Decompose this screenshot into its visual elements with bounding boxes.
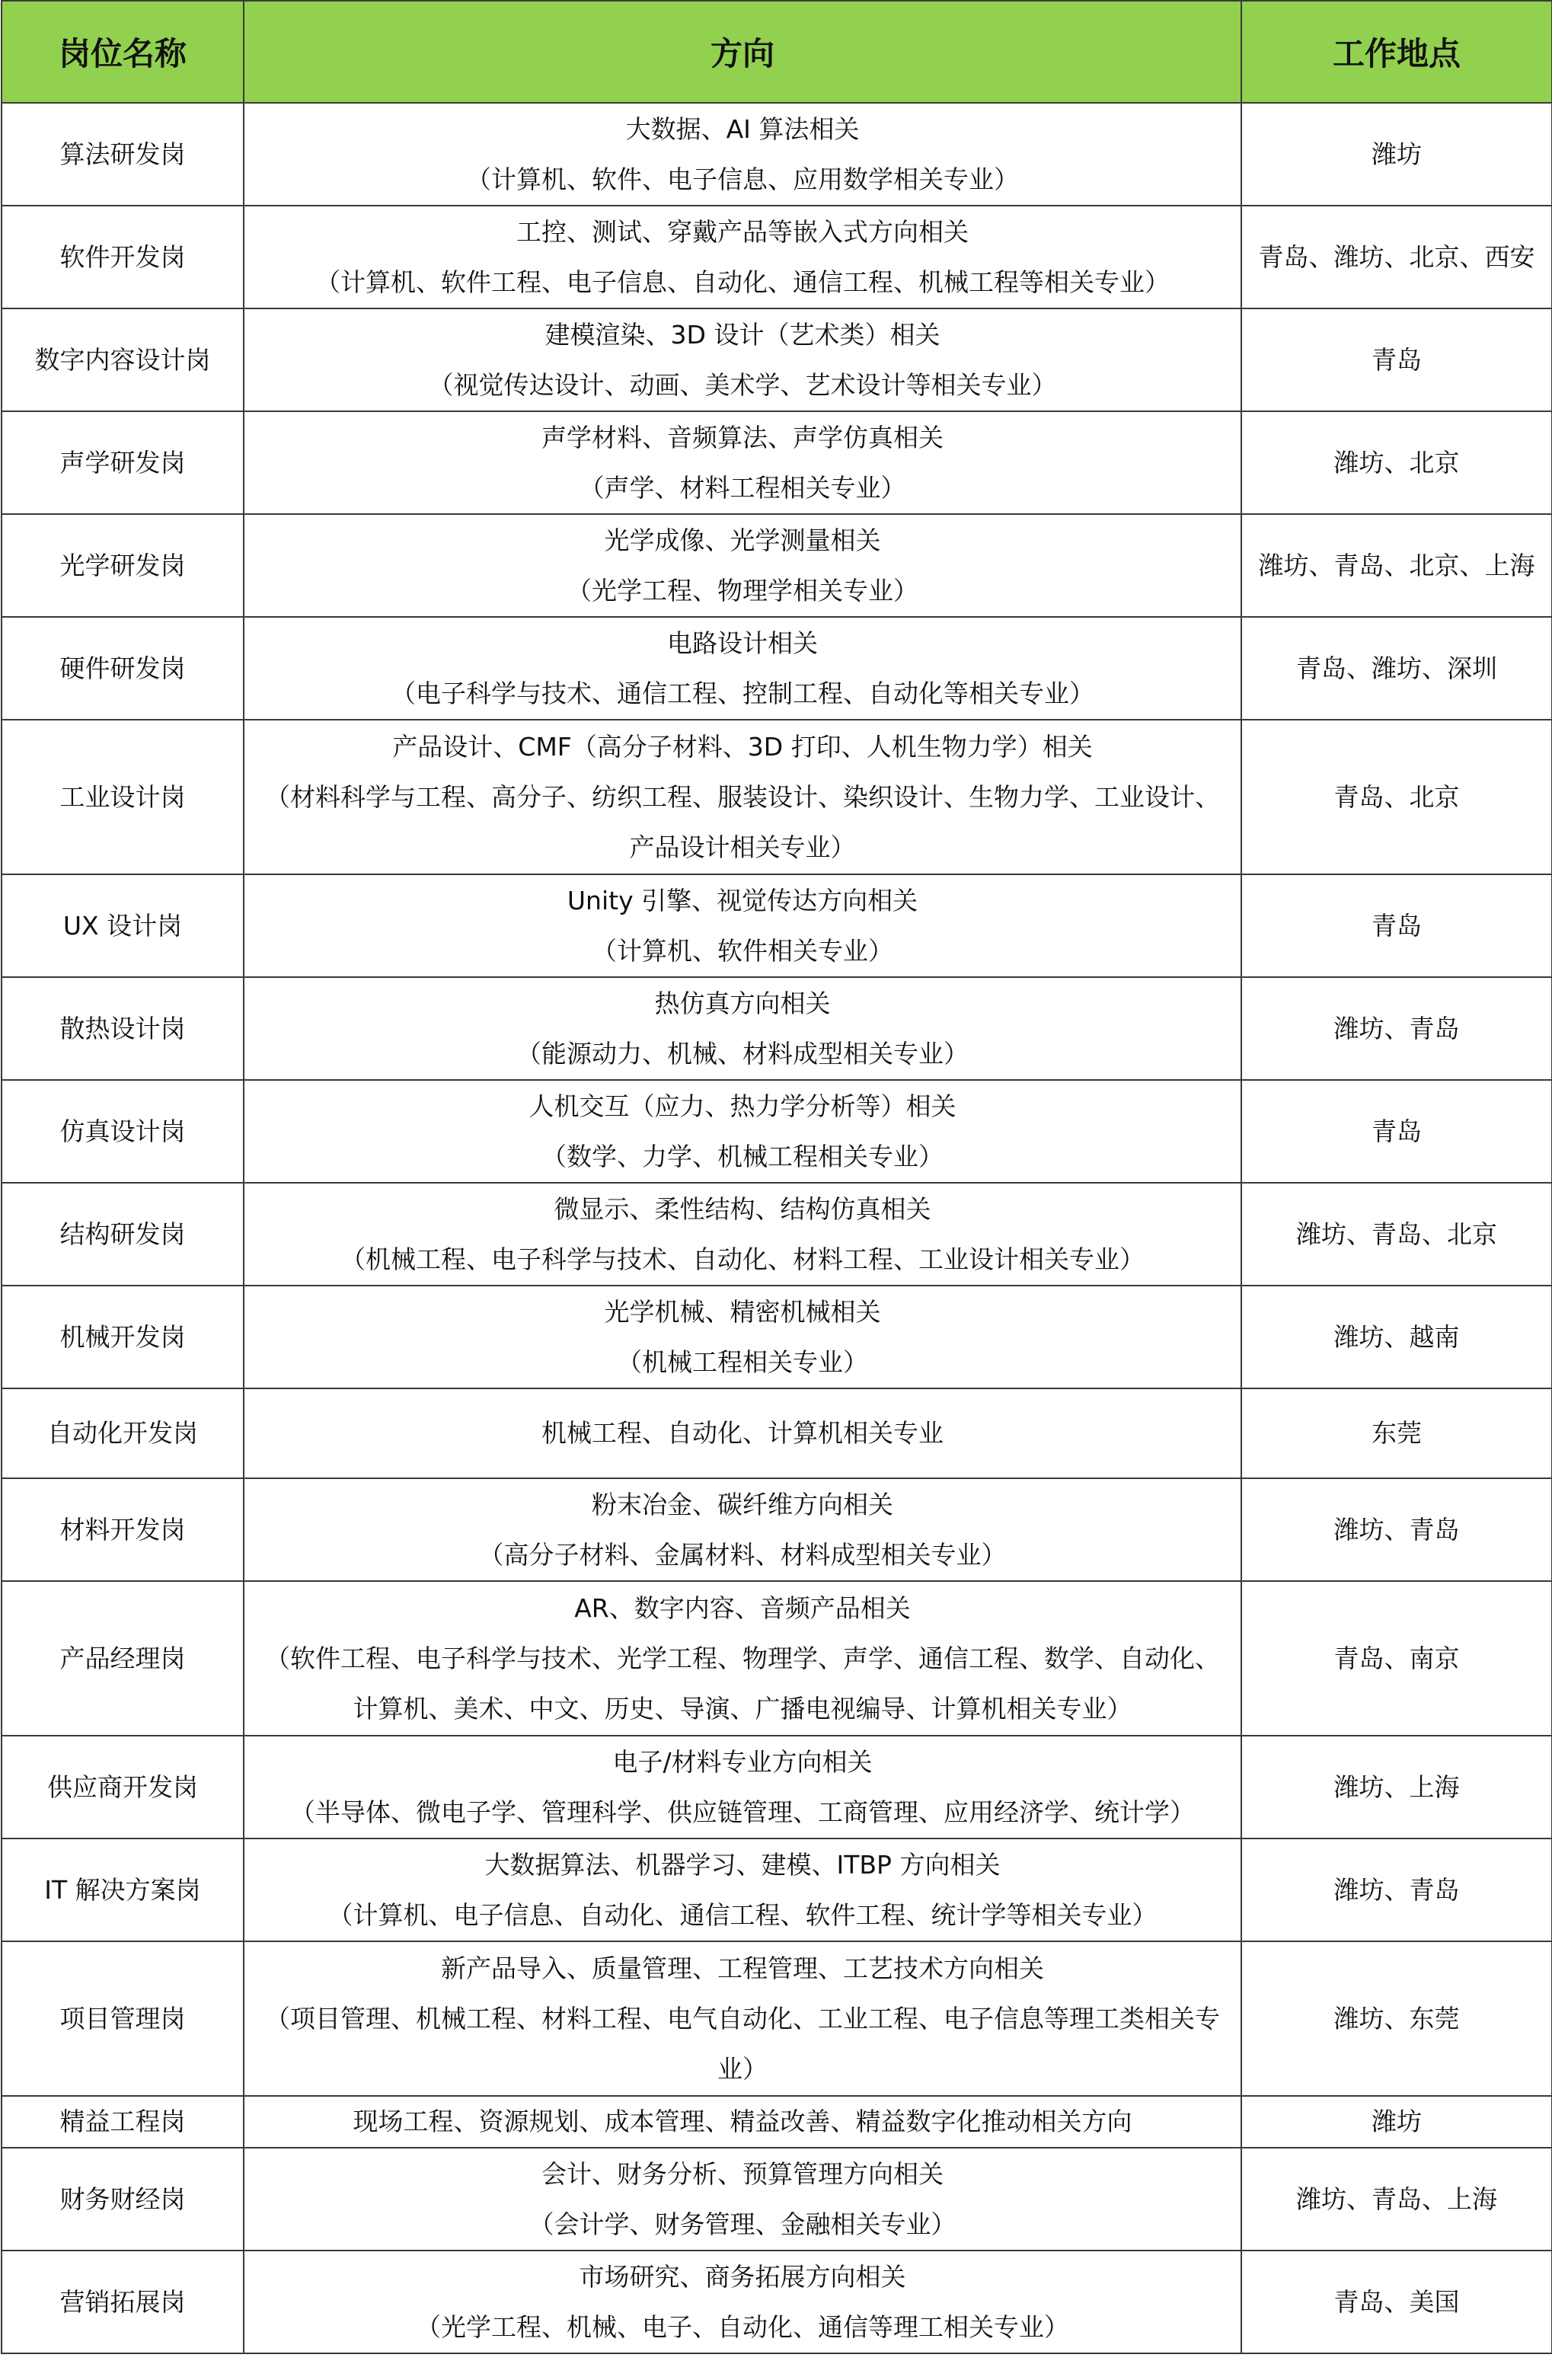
direction-line: 光学机械、精密机械相关 (604, 1296, 881, 1327)
direction-line: 市场研究、商务拓展方向相关 (579, 2261, 906, 2292)
header-position: 岗位名称 (2, 1, 244, 103)
location-cell: 潍坊、北京 (1241, 411, 1552, 514)
direction-cell (244, 1839, 1241, 1941)
location-cell: 潍坊、青岛、上海 (1241, 2148, 1552, 2251)
direction-majors: （会计学、财务管理、金融相关专业） (529, 2209, 956, 2239)
positions-table (1, 0, 1552, 2354)
location-cell: 潍坊、越南 (1241, 1286, 1552, 1388)
header-row (2, 1, 1552, 103)
direction-cell (244, 1581, 1241, 1736)
position-name: 精益工程岗 (2, 2096, 244, 2148)
direction-line: AR、数字内容、音频产品相关 (574, 1593, 911, 1623)
direction-line: 电子/材料专业方向相关 (612, 1746, 873, 1777)
table-row (2, 1478, 1552, 1581)
direction-majors: （电子科学与技术、通信工程、控制工程、自动化等相关专业） (391, 678, 1094, 708)
table-row (2, 2148, 1552, 2251)
table-row (2, 1286, 1552, 1388)
table-row (2, 720, 1552, 874)
position-name: 营销拓展岗 (2, 2251, 244, 2353)
location-cell: 青岛、潍坊、北京、西安 (1241, 206, 1552, 308)
location-cell: 潍坊、上海 (1241, 1736, 1552, 1839)
direction-cell (244, 1388, 1241, 1478)
table-row (2, 1183, 1552, 1286)
direction-line: 光学成像、光学测量相关 (604, 525, 881, 555)
direction-cell (244, 874, 1241, 977)
table-row (2, 103, 1552, 206)
table-row (2, 977, 1552, 1080)
direction-line: 工控、测试、穿戴产品等嵌入式方向相关 (516, 216, 969, 247)
direction-cell (244, 2251, 1241, 2353)
direction-cell (244, 206, 1241, 308)
direction-majors-cont: 业） (717, 2053, 768, 2084)
direction-majors-cont: 产品设计相关专业） (629, 832, 856, 862)
direction-majors: （材料科学与工程、高分子、纺织工程、服装设计、染织设计、生物力学、工业设计、 (265, 781, 1220, 812)
direction-cell (244, 617, 1241, 720)
location-cell: 青岛、潍坊、深圳 (1241, 617, 1552, 720)
position-name: UX 设计岗 (2, 874, 244, 977)
position-name: 机械开发岗 (2, 1286, 244, 1388)
direction-cell (244, 1183, 1241, 1286)
direction-line: 粉末冶金、碳纤维方向相关 (592, 1489, 893, 1519)
position-name: 数字内容设计岗 (2, 308, 244, 411)
direction-majors: （计算机、电子信息、自动化、通信工程、软件工程、统计学等相关专业） (327, 1899, 1158, 1930)
location-cell: 青岛、美国 (1241, 2251, 1552, 2353)
position-name: 财务财经岗 (2, 2148, 244, 2251)
direction-cell (244, 514, 1241, 617)
direction-majors: （项目管理、机械工程、材料工程、电气自动化、工业工程、电子信息等理工类相关专 (265, 2003, 1220, 2033)
location-cell: 青岛、南京 (1241, 1581, 1552, 1736)
direction-majors: （计算机、软件工程、电子信息、自动化、通信工程、机械工程等相关专业） (315, 267, 1170, 297)
table-row (2, 1080, 1552, 1183)
location-cell: 潍坊、青岛 (1241, 1478, 1552, 1581)
table-row (2, 411, 1552, 514)
direction-majors: （数学、力学、机械工程相关专业） (541, 1141, 944, 1171)
direction-line: 机械工程、自动化、计算机相关专业 (541, 1418, 944, 1448)
direction-cell (244, 720, 1241, 874)
position-name: 算法研发岗 (2, 103, 244, 206)
direction-cell (244, 1080, 1241, 1183)
table-row (2, 2251, 1552, 2353)
direction-majors: （机械工程、电子科学与技术、自动化、材料工程、工业设计相关专业） (340, 1244, 1145, 1274)
table-row (2, 1388, 1552, 1478)
position-name: 散热设计岗 (2, 977, 244, 1080)
position-name: 软件开发岗 (2, 206, 244, 308)
direction-cell (244, 308, 1241, 411)
table-row (2, 1736, 1552, 1839)
direction-line: 新产品导入、质量管理、工程管理、工艺技术方向相关 (441, 1953, 1044, 1983)
table-row (2, 308, 1552, 411)
position-name: 声学研发岗 (2, 411, 244, 514)
header-direction: 方向 (244, 1, 1241, 103)
direction-majors: （光学工程、机械、电子、自动化、通信等理工相关专业） (416, 2311, 1069, 2342)
location-cell: 潍坊 (1241, 103, 1552, 206)
position-name: 自动化开发岗 (2, 1388, 244, 1478)
table-row (2, 1581, 1552, 1736)
direction-majors: （能源动力、机械、材料成型相关专业） (516, 1038, 969, 1069)
direction-majors: （计算机、软件相关专业） (592, 935, 893, 966)
position-name: 工业设计岗 (2, 720, 244, 874)
direction-majors: （声学、材料工程相关专业） (579, 472, 906, 503)
position-name: 项目管理岗 (2, 1941, 244, 2096)
direction-cell (244, 2148, 1241, 2251)
position-name: 硬件研发岗 (2, 617, 244, 720)
direction-line: 建模渲染、3D 设计（艺术类）相关 (544, 319, 940, 350)
direction-line: 声学材料、音频算法、声学仿真相关 (541, 422, 944, 452)
direction-cell (244, 1736, 1241, 1839)
direction-cell (244, 977, 1241, 1080)
direction-line: 电路设计相关 (667, 628, 818, 658)
location-cell: 潍坊、青岛、北京、上海 (1241, 514, 1552, 617)
location-cell: 潍坊、青岛、北京 (1241, 1183, 1552, 1286)
direction-line: 微显示、柔性结构、结构仿真相关 (554, 1193, 931, 1224)
direction-cell (244, 1941, 1241, 2096)
location-cell: 青岛、北京 (1241, 720, 1552, 874)
position-name: 光学研发岗 (2, 514, 244, 617)
position-name: 材料开发岗 (2, 1478, 244, 1581)
location-cell: 潍坊、青岛 (1241, 1839, 1552, 1941)
table-row (2, 514, 1552, 617)
direction-line: 大数据、AI 算法相关 (625, 113, 860, 144)
position-name: IT 解决方案岗 (2, 1839, 244, 1941)
direction-majors: （软件工程、电子科学与技术、光学工程、物理学、声学、通信工程、数学、自动化、 (265, 1643, 1220, 1673)
table-row (2, 2096, 1552, 2148)
direction-majors: （计算机、软件、电子信息、应用数学相关专业） (466, 164, 1019, 194)
direction-cell (244, 1286, 1241, 1388)
location-cell: 潍坊 (1241, 2096, 1552, 2148)
location-cell: 青岛 (1241, 1080, 1552, 1183)
table-row (2, 1839, 1552, 1941)
location-cell: 东莞 (1241, 1388, 1552, 1478)
direction-majors: （光学工程、物理学相关专业） (567, 575, 918, 605)
table-row (2, 617, 1552, 720)
location-cell: 潍坊、青岛 (1241, 977, 1552, 1080)
position-name: 仿真设计岗 (2, 1080, 244, 1183)
direction-line: 会计、财务分析、预算管理方向相关 (541, 2158, 944, 2189)
table-row (2, 874, 1552, 977)
direction-cell (244, 1478, 1241, 1581)
direction-majors: （高分子材料、金属材料、材料成型相关专业） (478, 1539, 1007, 1570)
direction-line: 大数据算法、机器学习、建模、ITBP 方向相关 (484, 1849, 1001, 1880)
location-cell: 青岛 (1241, 874, 1552, 977)
direction-majors: （半导体、微电子学、管理科学、供应链管理、工商管理、应用经济学、统计学） (290, 1797, 1195, 1827)
direction-majors: （机械工程相关专业） (617, 1347, 868, 1377)
position-name: 供应商开发岗 (2, 1736, 244, 1839)
direction-majors-cont: 计算机、美术、中文、历史、导演、广播电视编导、计算机相关专业） (353, 1693, 1132, 1724)
direction-cell (244, 411, 1241, 514)
table-row (2, 1941, 1552, 2096)
direction-line: 现场工程、资源规划、成本管理、精益改善、精益数字化推动相关方向 (353, 2107, 1132, 2136)
header-location: 工作地点 (1241, 1, 1552, 103)
table-row (2, 206, 1552, 308)
position-name: 结构研发岗 (2, 1183, 244, 1286)
direction-cell (244, 103, 1241, 206)
direction-line: 人机交互（应力、热力学分析等）相关 (529, 1091, 956, 1121)
direction-cell (244, 2096, 1241, 2148)
location-cell: 青岛 (1241, 308, 1552, 411)
position-name: 产品经理岗 (2, 1581, 244, 1736)
direction-majors: （视觉传达设计、动画、美术学、艺术设计等相关专业） (428, 369, 1057, 400)
direction-line: Unity 引擎、视觉传达方向相关 (567, 885, 918, 915)
direction-line: 热仿真方向相关 (654, 988, 831, 1018)
location-cell: 潍坊、东莞 (1241, 1941, 1552, 2096)
direction-line: 产品设计、CMF（高分子材料、3D 打印、人机生物力学）相关 (392, 731, 1093, 762)
